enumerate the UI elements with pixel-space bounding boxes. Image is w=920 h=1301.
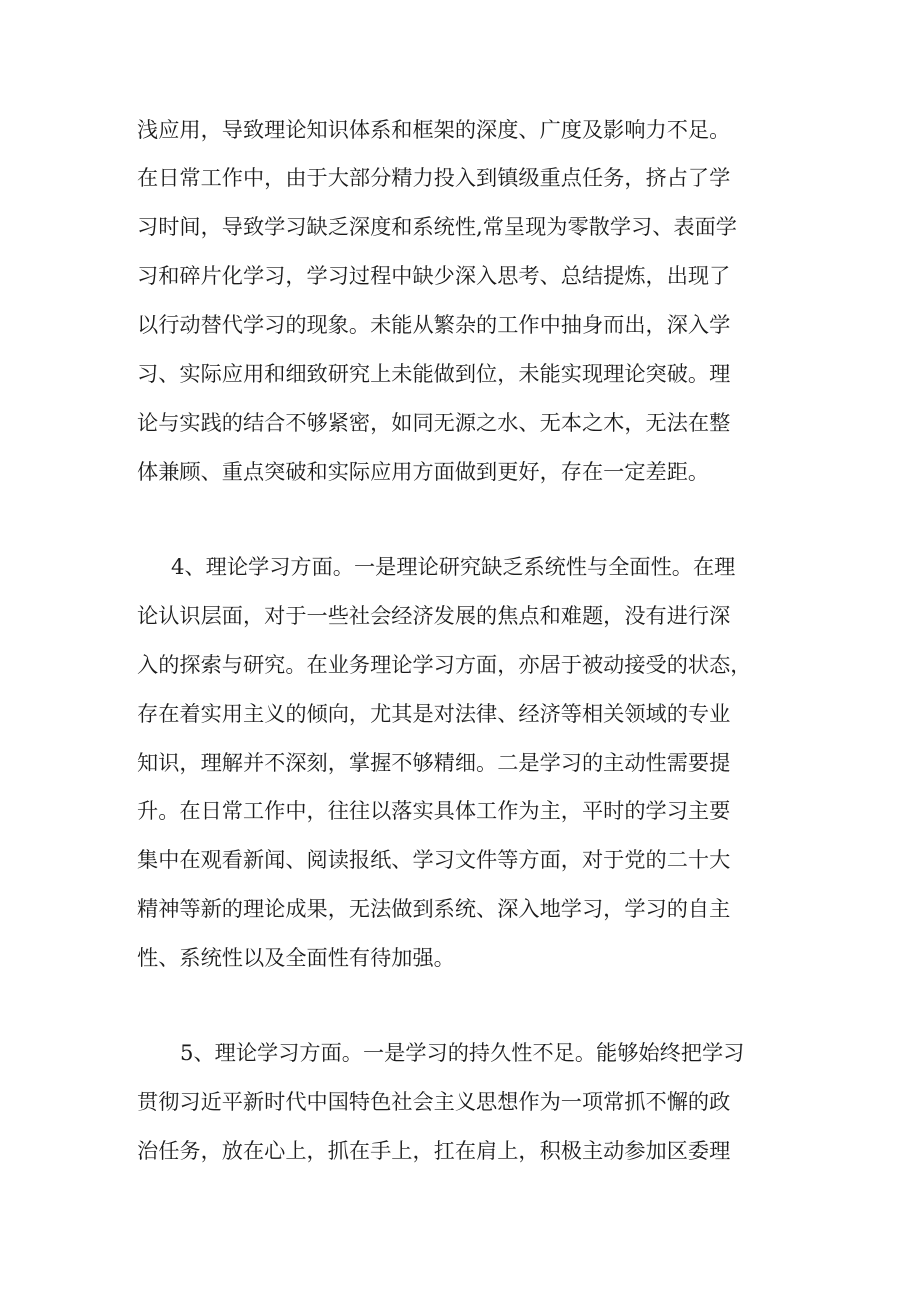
paragraph-1-line-3: 习时间，导致学习缺乏深度和系统性,常呈现为零散学习、表面学 (137, 214, 737, 239)
paragraph-2-line-7: 集中在观看新闻、阅读报纸、学习文件等方面，对于党的二十大 (137, 847, 731, 872)
paragraph-1-line-5: 以行动替代学习的现象。未能从繁杂的工作中抽身而出，深入学 (137, 312, 731, 337)
paragraph-1-line-4: 习和碎片化学习，学习过程中缺少深入思考、总结提炼，出现了 (137, 263, 731, 288)
paragraph-2-line-3: 入的探索与研究。在业务理论学习方面，亦居于被动接受的状态， (137, 652, 752, 677)
paragraph-1-line-1: 浅应用，导致理论知识体系和框架的深度、广度及影响力不足。 (137, 117, 731, 142)
paragraph-2-line-1: 4、理论学习方面。一是理论研究缺乏系统性与全面性。在理 (171, 554, 736, 579)
paragraph-3-line-1: 5、理论学习方面。一是学习的持久性不足。能够始终把学习 (180, 1040, 745, 1065)
paragraph-3-line-2: 贯彻习近平新时代中国特色社会主义思想作为一项常抓不懈的政 (137, 1089, 731, 1114)
paragraph-1-line-2: 在日常工作中，由于大部分精力投入到镇级重点任务，挤占了学 (137, 165, 731, 190)
paragraph-1-line-6: 习、实际应用和细致研究上未能做到位，未能实现理论突破。理 (137, 361, 731, 386)
paragraph-2-line-9: 性、系统性以及全面性有待加强。 (137, 945, 455, 970)
paragraph-1-line-7: 论与实践的结合不够紧密，如同无源之水、无本之木，无法在整 (137, 410, 731, 435)
paragraph-2-line-4: 存在着实用主义的倾向，尤其是对法律、经济等相关领域的专业 (137, 701, 731, 726)
paragraph-2-line-8: 精神等新的理论成果，无法做到系统、深入地学习，学习的自主 (137, 896, 731, 921)
paragraph-2-line-5: 知识，理解并不深刻，掌握不够精细。二是学习的主动性需要提 (137, 750, 731, 775)
paragraph-2-line-6: 升。在日常工作中，往往以落实具体工作为主，平时的学习主要 (137, 798, 731, 823)
paragraph-2-line-2: 论认识层面，对于一些社会经济发展的焦点和难题，没有进行深 (137, 603, 731, 628)
paragraph-3-line-3: 治任务，放在心上，抓在手上，扛在肩上，积极主动参加区委理 (137, 1138, 731, 1163)
paragraph-1-line-8: 体兼顾、重点突破和实际应用方面做到更好，存在一定差距。 (137, 459, 710, 484)
